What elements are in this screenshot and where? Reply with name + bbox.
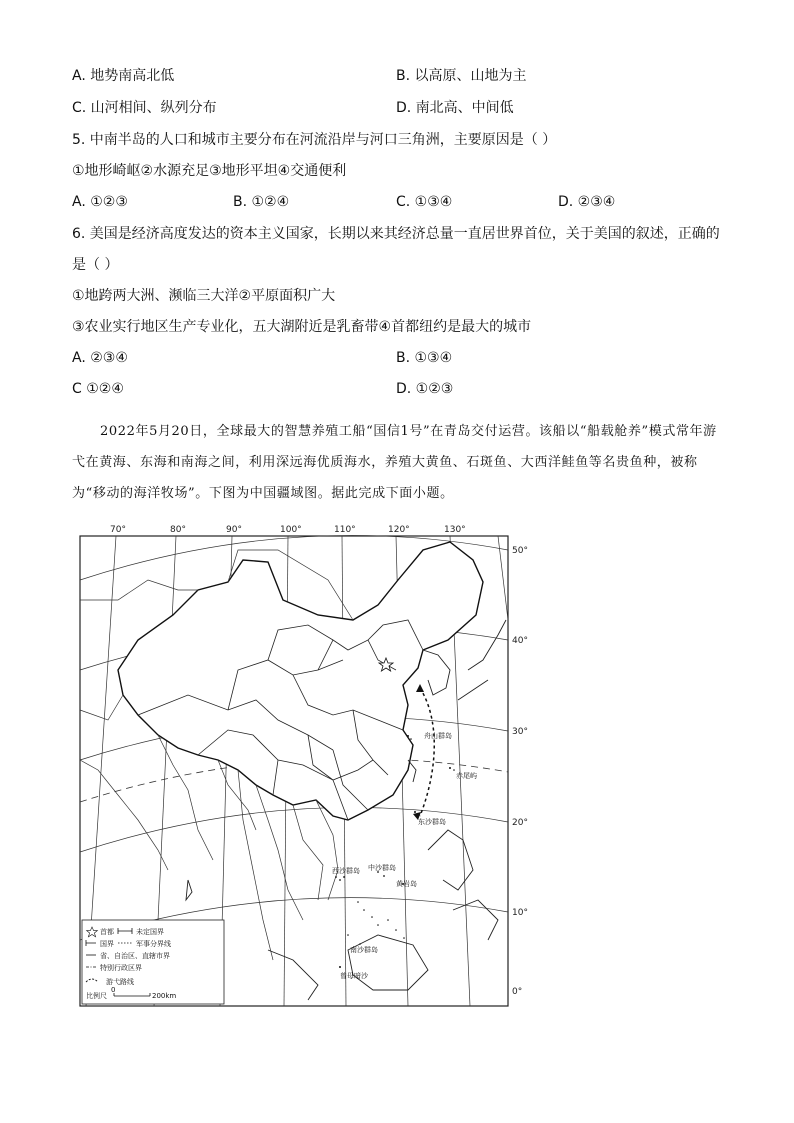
q4-option-d: D. 南北高、中间低	[396, 100, 514, 116]
label-chiwei: 赤尾屿	[456, 772, 477, 780]
label-nansha: 南沙群岛	[350, 946, 378, 954]
legend-undetermined: 未定国界	[136, 928, 164, 936]
label-zengmu: 曾母暗沙	[340, 972, 368, 980]
label-dongsha: 东沙群岛	[418, 818, 446, 826]
lon-label-80: 80°	[170, 525, 186, 535]
label-huangyan: 黄岩岛	[396, 880, 417, 888]
lat-label-10: 10°	[512, 908, 528, 918]
lat-label-20: 20°	[512, 818, 528, 828]
legend-military: 军事分界线	[136, 940, 171, 948]
q6-option-b: B. ①③④	[396, 350, 453, 366]
china-territory-map	[78, 520, 538, 1010]
legend-sar: 特别行政区界	[100, 964, 142, 972]
lon-label-100: 100°	[280, 525, 302, 535]
legend-scale-label: 比例尺	[86, 992, 107, 1000]
q4-option-c: C. 山河相间、纵列分布	[72, 100, 217, 116]
q5-option-c: C. ①③④	[396, 194, 453, 210]
lat-label-0: 0°	[512, 987, 523, 997]
lon-label-130: 130°	[444, 525, 466, 535]
lon-label-90: 90°	[226, 525, 242, 535]
map-legend	[82, 920, 224, 1004]
q4-option-a: A. 地势南高北低	[72, 68, 175, 84]
lat-label-50: 50°	[512, 546, 528, 556]
q6-items-line1: ①地跨两大洲、濒临三大洋②平原面积广大	[72, 288, 336, 304]
lat-label-40: 40°	[512, 636, 528, 646]
label-zhoushan: 舟山群岛	[424, 732, 452, 740]
q5-items: ①地形崎岖②水源充足③地形平坦④交通便利	[72, 163, 347, 179]
q4-option-b: B. 以高原、山地为主	[396, 68, 527, 84]
q5-option-d: D. ②③④	[558, 194, 616, 210]
q6-items-line2: ③农业实行地区生产专业化，五大湖附近是乳畜带④首都纽约是最大的城市	[72, 319, 532, 335]
label-zhongsha: 中沙群岛	[368, 864, 396, 872]
legend-route: 游弋路线	[106, 978, 134, 986]
lon-label-70: 70°	[110, 525, 126, 535]
q6-option-c: C ①②④	[72, 381, 124, 397]
legend-scale-zero: 0	[111, 986, 116, 994]
legend-national: 国界	[100, 940, 114, 948]
legend-scale-length: 200km	[152, 992, 177, 1000]
label-xisha: 西沙群岛	[332, 867, 360, 875]
q6-stem-line2: 是（ ）	[72, 257, 119, 273]
lon-label-120: 120°	[388, 525, 410, 535]
lon-label-110: 110°	[334, 525, 356, 535]
q5-option-b: B. ①②④	[233, 194, 290, 210]
q5-option-a: A. ①②③	[72, 194, 128, 210]
q6-stem-line1: 6. 美国是经济高度发达的资本主义国家，长期以来其经济总量一直居世界首位，关于美国的叙述，正确的	[72, 226, 720, 242]
q6-option-d: D. ①②③	[396, 381, 454, 397]
passage-text: 2022年5月20日，全球最大的智慧养殖工船“国信1号”在青岛交付运营。该船以“船载舱养”模式常年游弋在黄海、东海和南海之间，利用深远海优质海水，养殖大黄鱼、石斑鱼、大西洋鲑鱼等名贵鱼种，被称为“移动的海洋牧场”。下图为中国疆域图。据此完成下面小题。	[72, 424, 717, 501]
q5-stem: 5. 中南半岛的人口和城市主要分布在河流沿岸与河口三角洲，主要原因是（ ）	[72, 132, 557, 148]
q6-option-a: A. ②③④	[72, 350, 128, 366]
legend-capital: 首都	[100, 928, 114, 936]
lat-label-30: 30°	[512, 727, 528, 737]
legend-provincial: 省、自治区、直辖市界	[100, 952, 170, 960]
